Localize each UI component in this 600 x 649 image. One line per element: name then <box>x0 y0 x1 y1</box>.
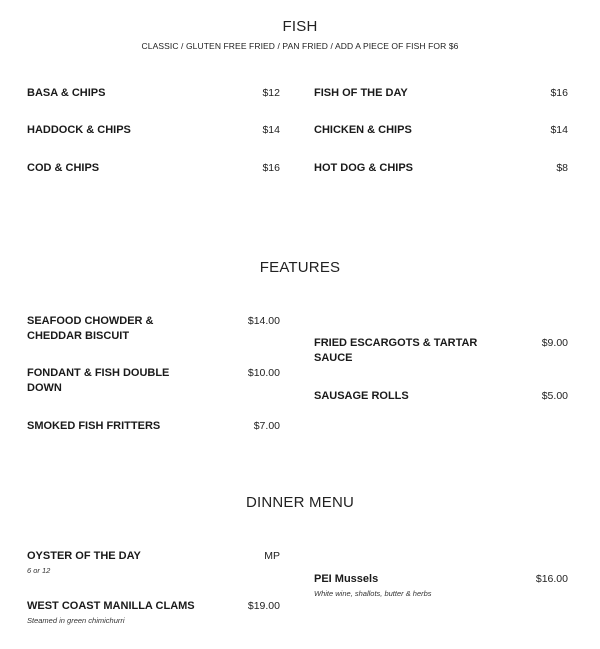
menu-item <box>314 572 514 598</box>
menu-item-price: $16 <box>550 87 568 99</box>
menu-item-price: $14.00 <box>247 315 280 327</box>
menu-item <box>27 86 227 101</box>
menu-item-price: $10.00 <box>247 367 280 379</box>
menu-item <box>27 419 207 434</box>
menu-item <box>27 599 237 625</box>
menu-item-name: BASA & CHIPS <box>27 87 106 99</box>
menu-item-name: FONDANT & FISH DOUBLE DOWN <box>27 367 170 394</box>
menu-item <box>314 389 514 404</box>
fish-section-subtitle: CLASSIC / GLUTEN FREE FRIED / PAN FRIED / ADD A PIECE OF FISH FOR $6 <box>141 41 459 51</box>
dinner-section-title: DINNER MENU <box>245 494 355 511</box>
menu-item-name: CHICKEN & CHIPS <box>314 124 412 136</box>
menu-item-name: WEST COAST MANILLA CLAMS <box>27 600 195 612</box>
menu-item <box>27 549 227 575</box>
menu-item-name: SEAFOOD CHOWDER & CHEDDAR BISCUIT <box>27 315 154 342</box>
menu-item-price: $14 <box>550 124 568 136</box>
menu-item-name: OYSTER OF THE DAY <box>27 550 141 562</box>
menu-item-name: HOT DOG & CHIPS <box>314 162 414 174</box>
menu-item-price: $9.00 <box>541 337 568 349</box>
menu-item-name: SMOKED FISH FRITTERS <box>27 420 161 432</box>
features-section-title: FEATURES <box>259 259 341 276</box>
menu-item <box>27 123 227 138</box>
menu-item-price: $8 <box>556 162 568 174</box>
menu-item <box>27 314 207 344</box>
menu-item-description: White wine, shallots, butter & herbs <box>314 589 432 598</box>
menu-item <box>314 161 514 176</box>
menu-item-description: Steamed in green chimichurri <box>27 616 125 625</box>
menu-item <box>314 336 514 366</box>
menu-item-price: $12 <box>262 87 280 99</box>
menu-item <box>314 86 514 101</box>
menu-item-name: FISH OF THE DAY <box>314 87 408 99</box>
menu-item-name: SAUSAGE ROLLS <box>314 390 409 402</box>
menu-item-price: $7.00 <box>253 420 280 432</box>
menu-item-price: $16 <box>262 162 280 174</box>
menu-item <box>27 366 207 396</box>
menu-item-description: 6 or 12 <box>27 566 51 575</box>
menu-item-name: COD & CHIPS <box>27 162 100 174</box>
menu-item-price: $5.00 <box>541 390 568 402</box>
menu-item <box>314 123 514 138</box>
menu-item <box>27 161 227 176</box>
menu-item-price: MP <box>264 550 280 562</box>
menu-item-price: $16.00 <box>535 573 568 585</box>
menu-item-name: HADDOCK & CHIPS <box>27 124 131 136</box>
menu-item-name: PEI Mussels <box>314 573 379 585</box>
menu-item-price: $14 <box>262 124 280 136</box>
menu-item-price: $19.00 <box>247 600 280 612</box>
menu-item-name: FRIED ESCARGOTS & TARTAR SAUCE <box>314 337 478 364</box>
fish-section-title: FISH <box>282 18 318 35</box>
